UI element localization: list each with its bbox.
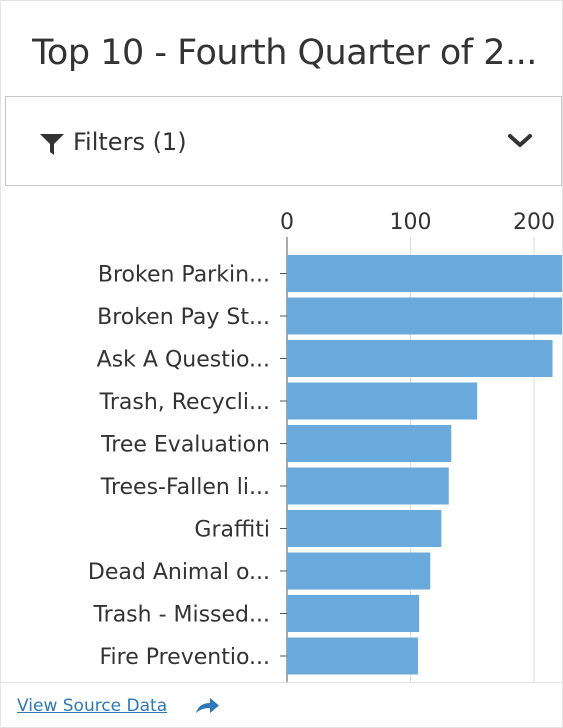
share-arrow-icon[interactable]: [194, 696, 220, 716]
category-label: Trash - Missed...: [93, 602, 270, 628]
bar: [287, 510, 441, 547]
bar: [287, 255, 563, 292]
footer-divider: [1, 682, 563, 683]
category-label: Broken Pay St...: [97, 305, 270, 330]
category-label: Tree Evaluation: [101, 432, 270, 458]
view-source-data-link[interactable]: View Source Data: [17, 696, 168, 716]
bar: [287, 298, 563, 335]
x-tick-label: 200: [513, 210, 555, 235]
bar: [287, 340, 553, 377]
x-tick-label: 100: [389, 210, 432, 235]
x-tick-label: 0: [280, 210, 294, 235]
category-label: Fire Preventio...: [99, 645, 270, 670]
category-label: Trash, Recycli...: [99, 390, 270, 415]
bar: [287, 425, 451, 462]
chevron-down-icon[interactable]: [507, 132, 533, 150]
filters-toggle[interactable]: [5, 96, 562, 186]
bar: [287, 638, 418, 675]
bar-chart: [1, 191, 563, 683]
category-label: Broken Parkin...: [97, 262, 270, 288]
category-label: Trees-Fallen li...: [100, 475, 270, 500]
filters-label: Filters (1): [73, 128, 187, 156]
category-label: Dead Animal o...: [87, 560, 270, 585]
bar: [287, 468, 449, 505]
chart-title: Top 10 - Fourth Quarter of 2...: [32, 33, 537, 73]
bar: [287, 553, 430, 590]
category-label: Graffiti: [194, 517, 270, 543]
bar: [287, 595, 419, 632]
bar: [287, 383, 477, 420]
filter-icon: [39, 133, 65, 157]
category-label: Ask A Questio...: [96, 347, 270, 373]
